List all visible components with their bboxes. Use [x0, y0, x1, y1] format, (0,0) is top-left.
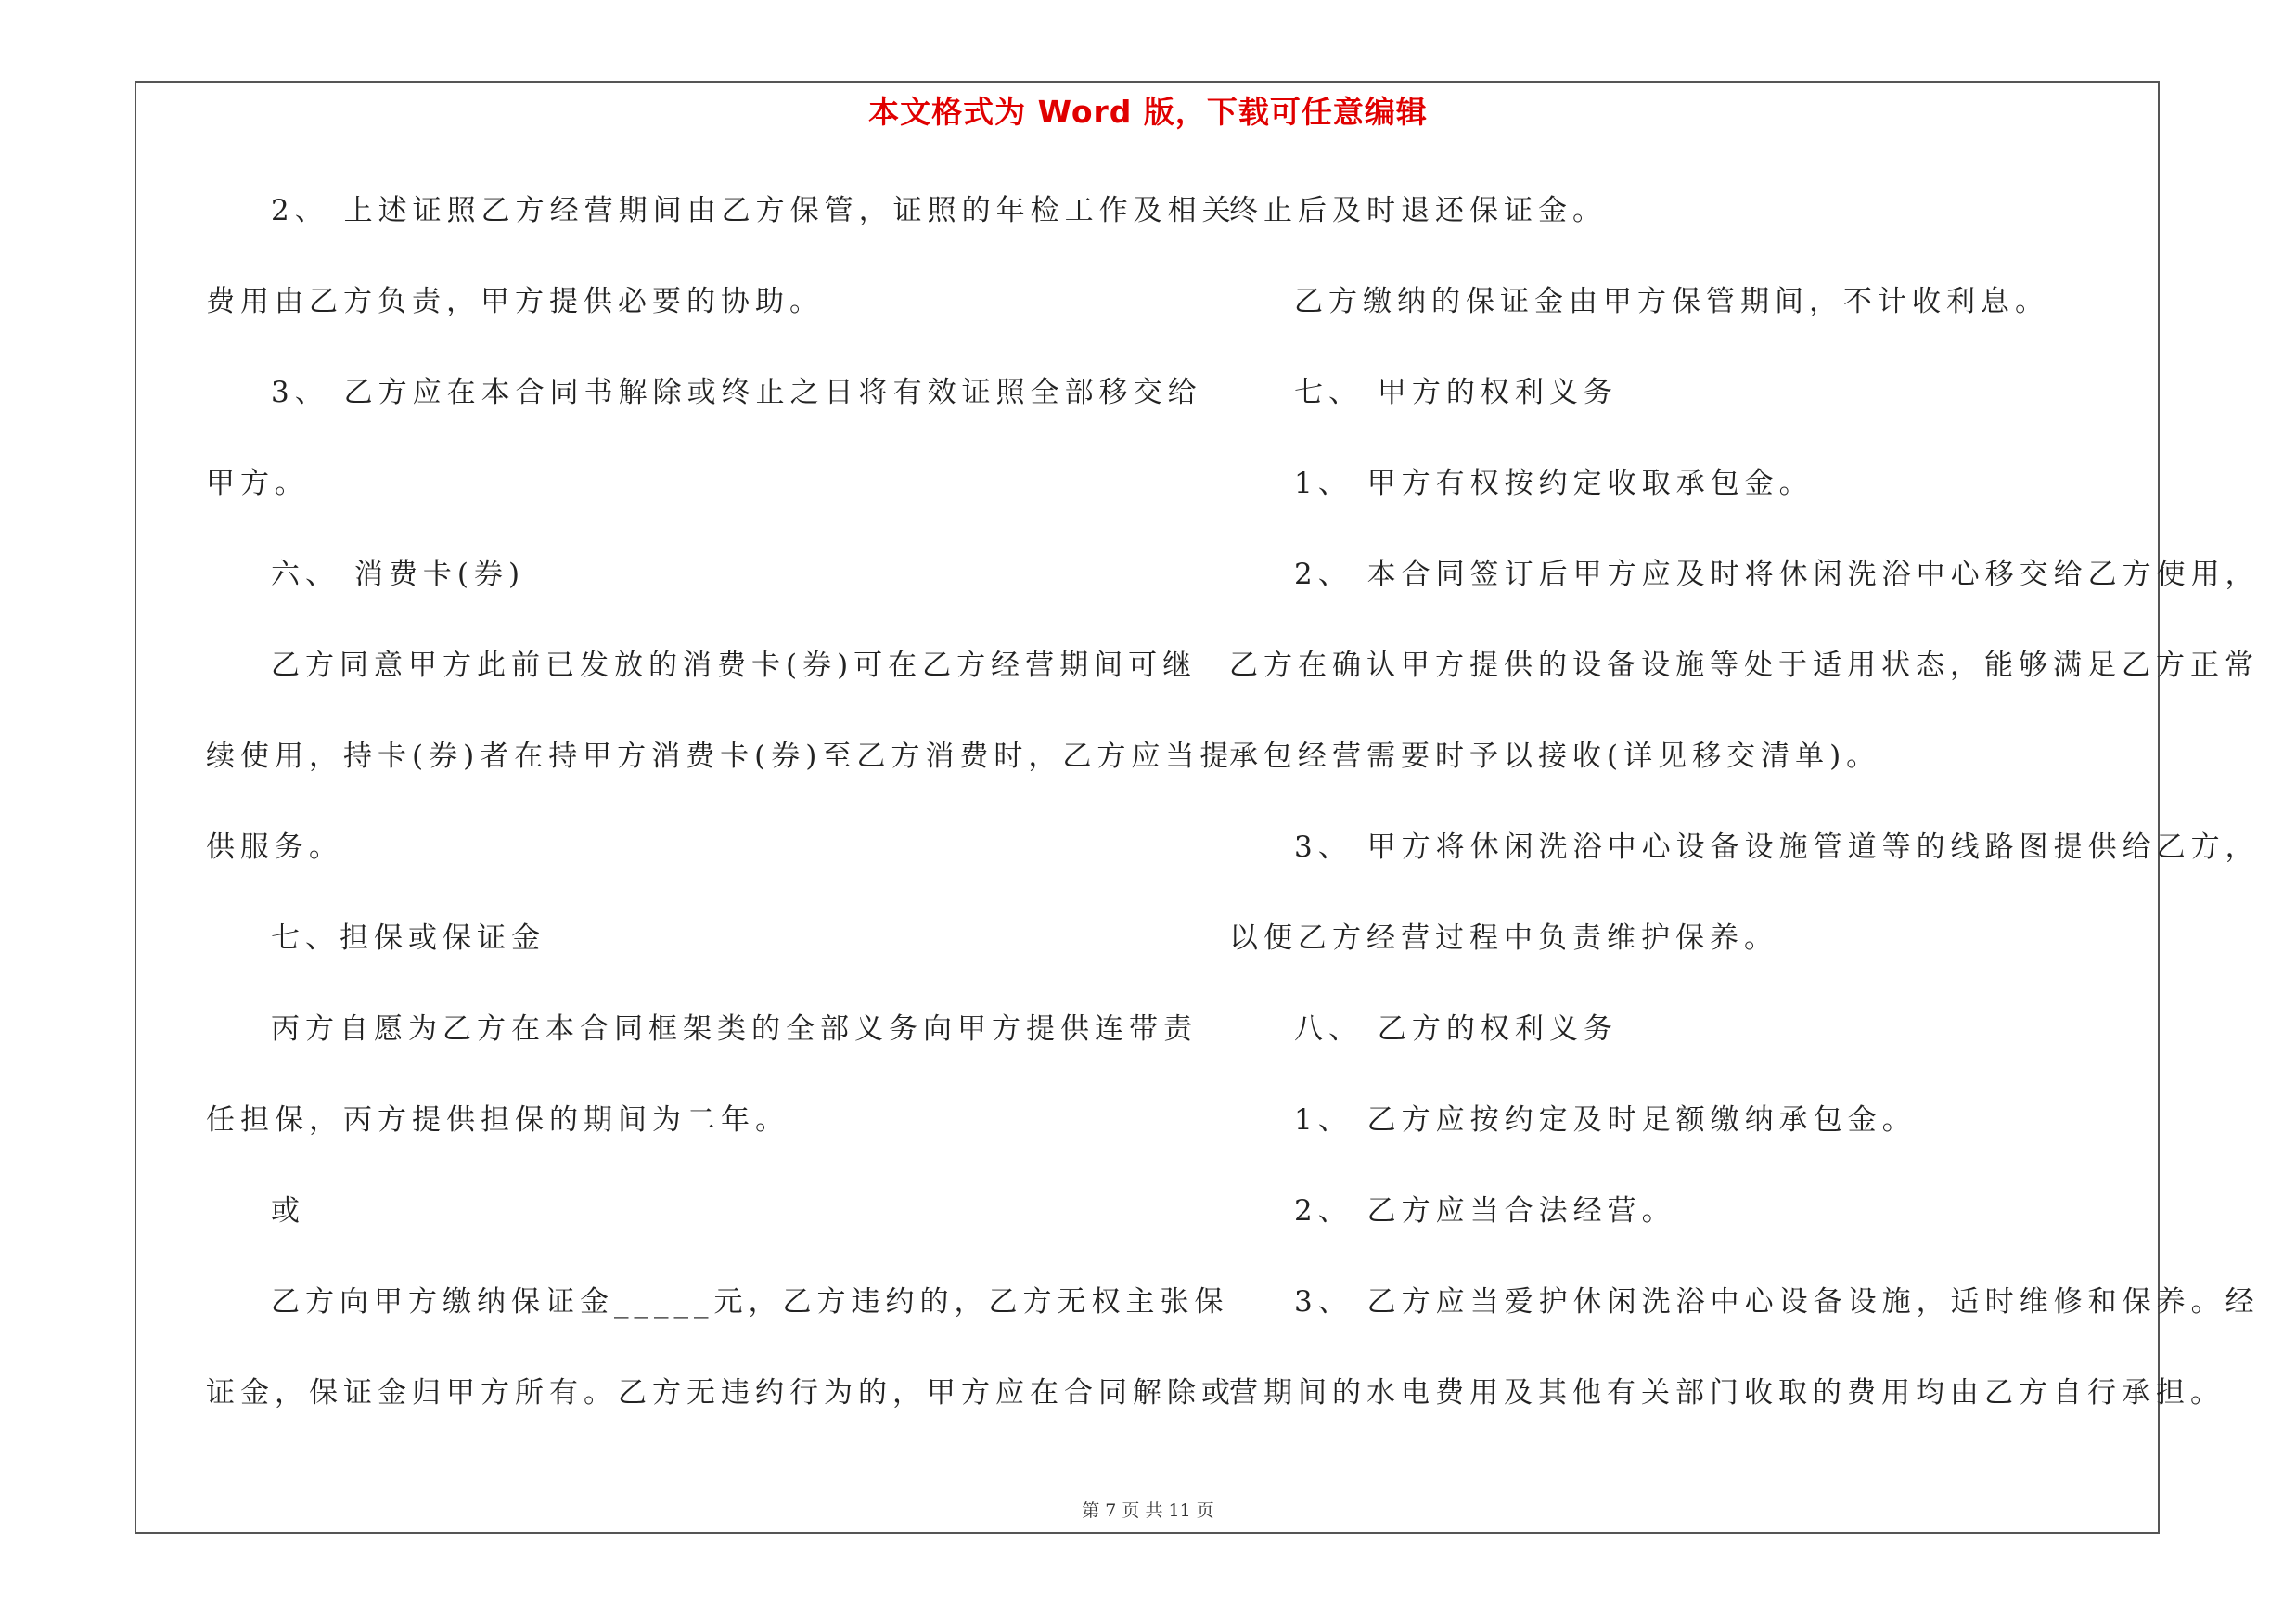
- paragraph-line: 1、 乙方应按约定及时足额缴纳承包金。: [1294, 1103, 1917, 1137]
- left-text-column: [206, 182, 1237, 1455]
- paragraph-line: 2、 乙方应当合法经营。: [1294, 1194, 1676, 1228]
- paragraph-line: 八、 乙方的权利义务: [1294, 1012, 1618, 1046]
- paragraph-line: 以便乙方经营过程中负责维护保养。: [1229, 921, 1778, 955]
- paragraph-line: 乙方缴纳的保证金由甲方保管期间，不计收利息。: [1294, 285, 2049, 318]
- paragraph-line: 续使用，持卡(券)者在持甲方消费卡(券)至乙方消费时，乙方应当提: [206, 740, 1235, 773]
- right-text-column: [1229, 182, 2260, 1455]
- paragraph-line: 七、担保或保证金: [271, 921, 545, 955]
- page-number-footer: 第 7 页 共 11 页: [1082, 1501, 1214, 1521]
- paragraph-line: 乙方在确认甲方提供的设备设施等处于适用状态，能够满足乙方正常: [1229, 649, 2259, 682]
- paragraph-line: 证金，保证金归甲方所有。乙方无违约行为的，甲方应在合同解除或: [206, 1376, 1236, 1410]
- paragraph-line: 2、 上述证照乙方经营期间由乙方保管，证照的年检工作及相关: [271, 194, 1237, 227]
- paragraph-line: 七、 甲方的权利义务: [1294, 376, 1618, 409]
- paragraph-line: 或: [271, 1194, 305, 1228]
- paragraph-line: 六、 消费卡(券): [271, 558, 526, 591]
- paragraph-line: 1、 甲方有权按约定收取承包金。: [1294, 467, 1814, 500]
- paragraph-line: 甲方。: [206, 467, 309, 500]
- paragraph-line: 3、 乙方应当爱护休闲洗浴中心设备设施，适时维修和保养。经: [1294, 1285, 2260, 1319]
- paragraph-line: 终止后及时退还保证金。: [1229, 194, 1607, 227]
- paragraph-line: 丙方自愿为乙方在本合同框架类的全部义务向甲方提供连带责: [271, 1012, 1198, 1046]
- paragraph-line: 乙方同意甲方此前已发放的消费卡(券)可在乙方经营期间可继: [271, 649, 1198, 682]
- paragraph-line: 费用由乙方负责，甲方提供必要的协助。: [206, 285, 824, 318]
- paragraph-line: 乙方向甲方缴纳保证金_____元，乙方违约的，乙方无权主张保: [271, 1285, 1229, 1319]
- paragraph-line: 3、 乙方应在本合同书解除或终止之日将有效证照全部移交给: [271, 376, 1202, 409]
- paragraph-line: 3、 甲方将休闲洗浴中心设备设施管道等的线路图提供给乙方，: [1294, 831, 2260, 864]
- paragraph-line: 任担保，丙方提供担保的期间为二年。: [206, 1103, 789, 1137]
- paragraph-line: 供服务。: [206, 831, 343, 864]
- paragraph-line: 2、 本合同签订后甲方应及时将休闲洗浴中心移交给乙方使用，: [1294, 558, 2260, 591]
- paragraph-line: 营期间的水电费用及其他有关部门收取的费用均由乙方自行承担。: [1229, 1376, 2225, 1410]
- paragraph-line: 承包经营需要时予以接收(详见移交清单)。: [1229, 740, 1881, 773]
- word-format-banner: 本文格式为 Word 版，下载可任意编辑: [868, 94, 1428, 130]
